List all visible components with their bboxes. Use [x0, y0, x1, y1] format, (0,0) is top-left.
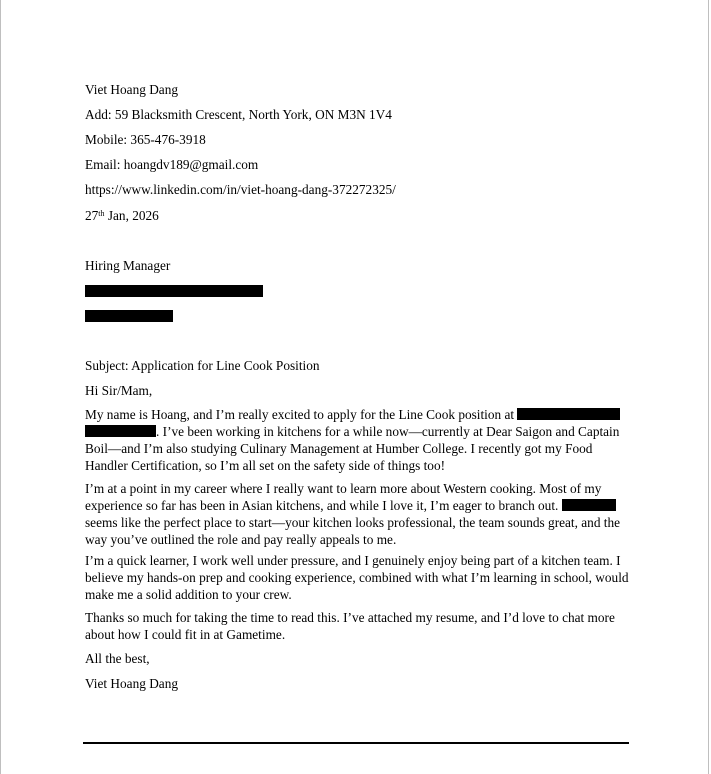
footer-rule — [83, 742, 629, 744]
redacted-company-inline-2 — [85, 425, 156, 437]
paragraph-1 — [85, 406, 635, 474]
sender-linkedin: https://www.linkedin.com/in/viet-hoang-dang-372272325/ — [85, 182, 396, 197]
date-suffix: th — [98, 209, 105, 218]
greeting: Hi Sir/Mam, — [85, 383, 153, 398]
paragraph-1-part-b: . I’ve been working in kitchens for a while now—currently at Dear Saigon and Captain Boil—and I’m also studying Culinary Management at Humber College. I recently got my Food Handler Certification, so I’m all set on the safety side of things too! — [85, 424, 620, 473]
date-rest: Jan, 2026 — [104, 208, 159, 223]
sender-email: Email: hoangdv189@gmail.com — [85, 157, 259, 172]
signature: Viet Hoang Dang — [85, 676, 178, 691]
paragraph-4: Thanks so much for taking the time to read this. I’ve attached my resume, and I’d love to chat more about how I could fit in at Gametime. — [85, 610, 615, 642]
redacted-company-inline — [517, 408, 620, 420]
sender-name: Viet Hoang Dang — [85, 82, 178, 97]
date-day: 27 — [85, 208, 99, 223]
recipient-title: Hiring Manager — [85, 258, 171, 273]
paragraph-1-part-a: My name is Hoang, and I’m really excited to apply for the Line Cook position at — [85, 407, 518, 422]
paragraph-3: I’m a quick learner, I work well under pressure, and I genuinely enjoy being part of a kitchen team. I believe my hands-on prep and cooking experience, combined with what I’m learning in school, would make me a solid addition to your crew. — [85, 553, 629, 602]
letter-date — [85, 208, 159, 224]
sender-address: Add: 59 Blacksmith Crescent, North York, ON M3N 1V4 — [85, 107, 392, 122]
paragraph-2-part-a: I’m at a point in my career where I really want to learn more about Western cooking. Most of my experience so far has been in Asian kitchens, and while I love it, I’m eager to branch out. — [85, 481, 602, 513]
paragraph-2-part-b: seems like the perfect place to start—your kitchen looks professional, the team sounds great, and the way you’ve outlined the role and pay really appeals to me. — [85, 515, 621, 547]
sender-mobile: Mobile: 365-476-3918 — [85, 132, 206, 147]
subject-line: Subject: Application for Line Cook Position — [85, 358, 320, 373]
closing: All the best, — [85, 651, 150, 666]
paragraph-2 — [85, 480, 635, 548]
redacted-company-address — [85, 310, 173, 322]
redacted-company-inline-3 — [562, 499, 616, 511]
redacted-company-name — [85, 285, 263, 297]
